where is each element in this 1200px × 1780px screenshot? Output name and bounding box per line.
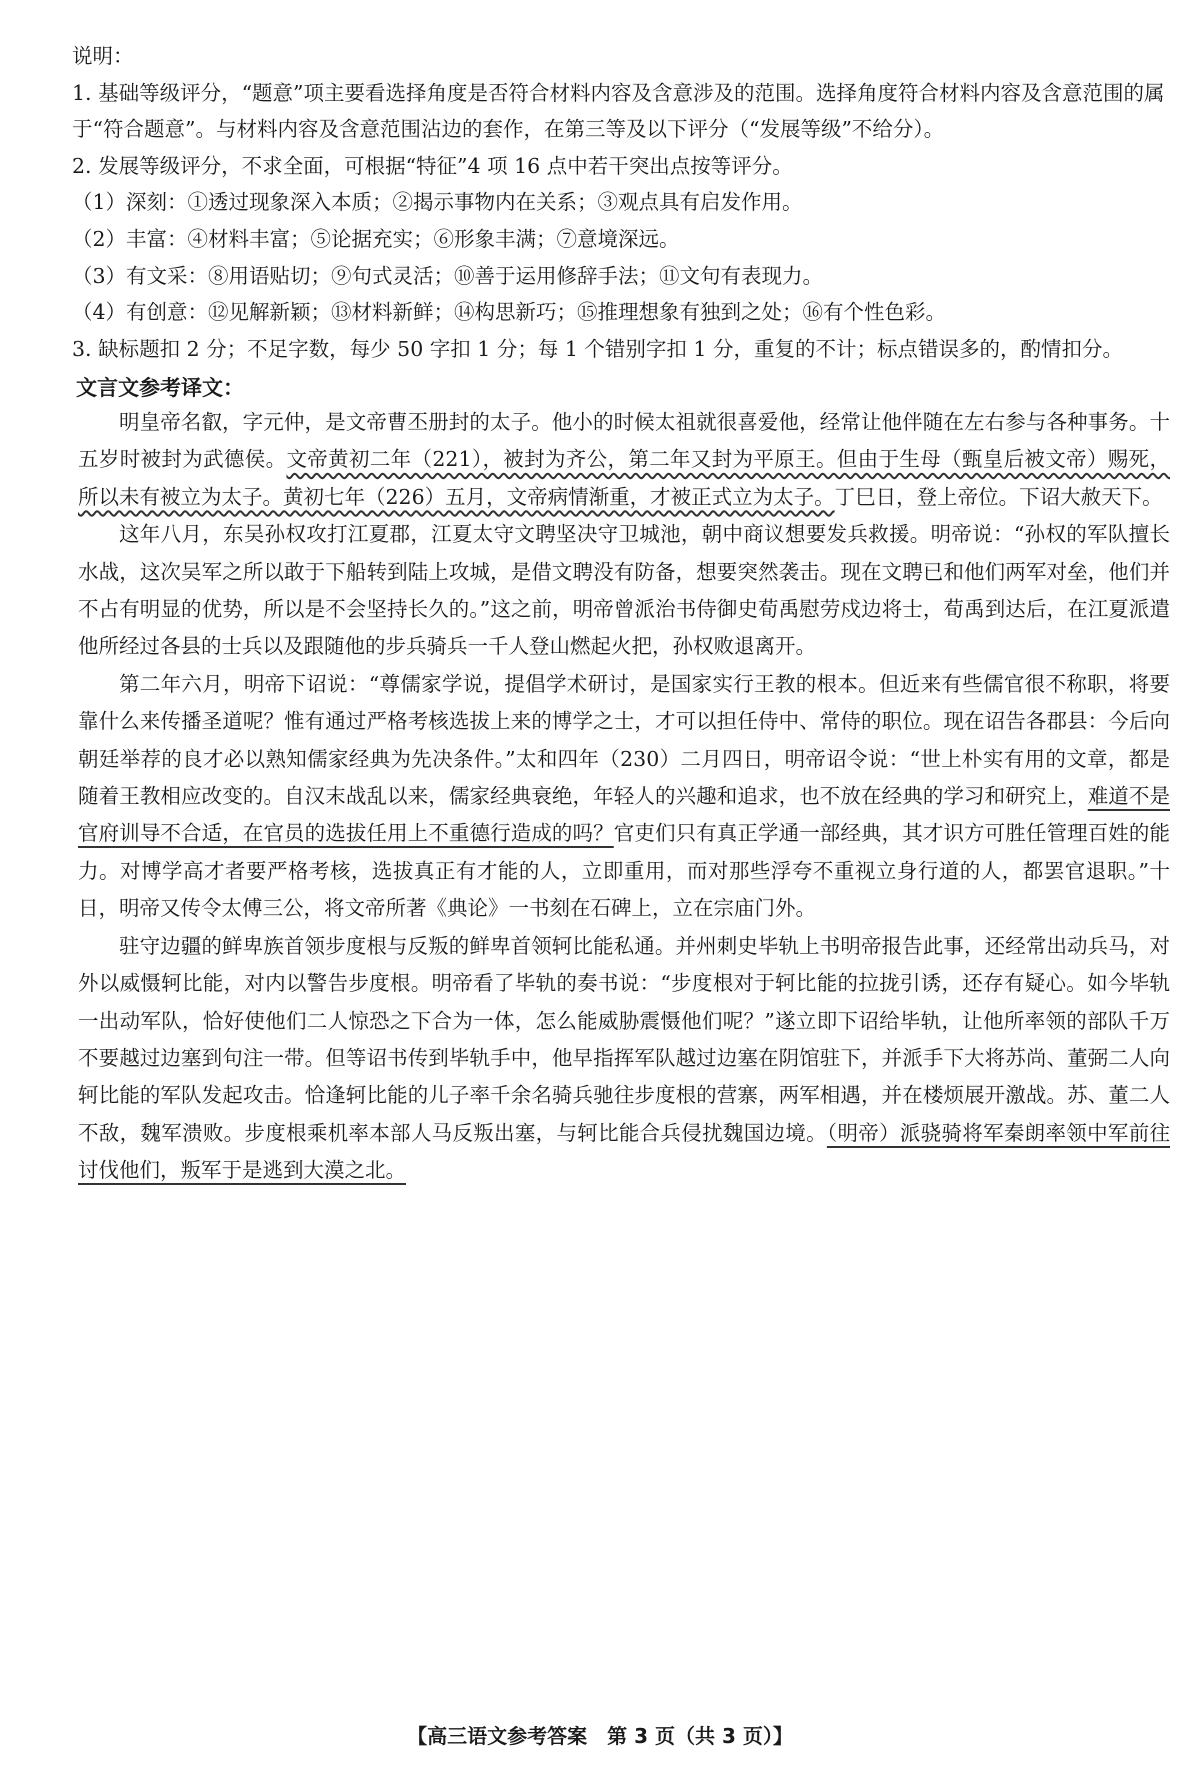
translation-paragraph-2: 这年八月，东吴孙权攻打江夏郡，江夏太守文聘坚决守卫城池，朝中商议想要发兵救援。明帝说：“孙权的军队擅长水战，这次吴军之所以敢于下船转到陆上攻城，是借文聘没有防备，想要突然袭击。现在文聘已和他们两军对垒，他们并不占有明显的优势，所以是不会坚持长久的。”这之前，明帝曾派治书侍御史荀禹慰劳戍边将士，荀禹到达后，在江夏派遣他所经过各县的士兵以及跟随他的步兵骑兵一千人登山燃起火把，孙权败退离开。 xyxy=(78,522,1170,659)
note-item-2-1: （1）深刻：①透过现象深入本质；②揭示事物内在关系；③观点具有启发作用。 xyxy=(72,190,803,215)
translation-paragraph-4 xyxy=(78,928,1170,1190)
note-item-2-3: （3）有文采：⑧用语贴切；⑨句式灵活；⑩善于运用修辞手法；⑪文句有表现力。 xyxy=(72,263,824,288)
p3-text-a: 第二年六月，明帝下诏说：“尊儒家学说，提倡学术研讨，是国家实行王教的根本。但近来有些儒官很不称职，将要靠什么来传播圣道呢？惟有通过严格考核选拔上来的博学之士，才可以担任侍中、常侍的职位。现在诏告各郡县：今后向朝廷举荐的良才必以熟知儒家经典为先决条件。”太和四年（230）二月四日，明帝诏令说：“世上朴实有用的文章，都是随着王教相应改变的。自汉末战乱以来，儒家经典衰绝，年轻人的兴趣和追求，也不放在经典的学习和研究上， xyxy=(78,671,1170,809)
translation-title: 文言文参考译文： xyxy=(76,376,244,400)
notes-heading: 说明： xyxy=(72,44,134,68)
p1-wavy-underlined: 文帝黄初二年（221），被封为齐公，第二年又封为平原王。但由于生母（甄皇后被文帝）赐死，所以未有被立为太子。黄初七年（226）五月，文帝病情渐重，才被正式立为太子。 xyxy=(78,447,1170,509)
translation-paragraph-3 xyxy=(78,666,1170,928)
note-item-1: 1. 基础等级评分，“题意”项主要看选择角度是否符合材料内容及含意涉及的范围。选择角度符合材料内容及含意范围的属于“符合题意”。与材料内容及含意范围沾边的套作，在第三等及以下评分（“发展等级”不给分）。 xyxy=(72,80,1165,142)
note-item-2-4: （4）有创意：⑫见解新颖；⑬材料新鲜；⑭构思新巧；⑮推理想象有独到之处；⑯有个性色彩。 xyxy=(72,300,947,325)
note-item-2-2: （2）丰富：④材料丰富；⑤论据充实；⑥形象丰满；⑦意境深远。 xyxy=(72,226,680,251)
scoring-notes xyxy=(72,38,1172,367)
p3-text-c: 官吏们只有真正学通一部经典，其才识方可胜任管理百姓的能力。对博学高才者要严格考核，选拔真正有才能的人，立即重用，而对那些浮夸不重视立身行道的人，都罢官退职。”十日，明帝又传令太傅三公，将文帝所著《典论》一书刻在石碑上，立在宗庙门外。 xyxy=(78,821,1170,921)
p3-underlined: 难道不是官府训导不合适，在官员的选拔任用上不重德行造成的吗？ xyxy=(78,784,1171,846)
note-item-3: 3. 缺标题扣 2 分；不足字数，每少 50 字扣 1 分；每 1 个错别字扣 1 分，重复的不计；标点错误多的，酌情扣分。 xyxy=(72,336,1123,361)
note-item-2: 2. 发展等级评分，不求全面，可根据“特征”4 项 16 点中若干突出点按等评分。 xyxy=(72,153,793,178)
page-footer: 【高三语文参考答案 第 3 页（共 3 页）】 xyxy=(407,1724,793,1748)
translation-paragraph-1 xyxy=(78,404,1170,516)
translation-body xyxy=(78,404,1170,1190)
p4-text-a: 驻守边疆的鲜卑族首领步度根与反叛的鲜卑首领轲比能私通。并州刺史毕轨上书明帝报告此事，还经常出动兵马，对外以威慑轲比能，对内以警告步度根。明帝看了毕轨的奏书说：“步度根对于轲比能的拉拢引诱，还存有疑心。如今毕轨一出动军队，恰好使他们二人惊恐之下合为一体，怎么能威胁震慑他们呢？”遂立即下诏给毕轨，让他所率领的部队千万不要越过边塞到句注一带。但等诏书传到毕轨手中，他早指挥军队越过边塞在阴馆驻下，并派手下大将苏尚、董弼二人向轲比能的军队发起攻击。恰逢轲比能的儿子率千余名骑兵驰往步度根的营寨，两军相遇，并在楼烦展开激战。苏、董二人不敌，魏军溃败。步度根乘机率本部人马反叛出塞，与轲比能合兵侵扰魏国边境。 xyxy=(78,933,1170,1145)
p1-text-a: 明皇帝名叡，字元仲，是文帝曹丕册封的太子。他小的时候太祖就很喜爱他，经常让他伴随在左右参与各种事务。十五岁时被封为武德侯。 xyxy=(78,410,1170,472)
p4-underlined: （明帝）派骁骑将军秦朗率领中军前往讨伐他们，叛军于是逃到大漠之北。 xyxy=(78,1120,1171,1183)
p1-text-c: 丁巳日，登上帝位。下诏大赦天下。 xyxy=(834,484,1163,509)
